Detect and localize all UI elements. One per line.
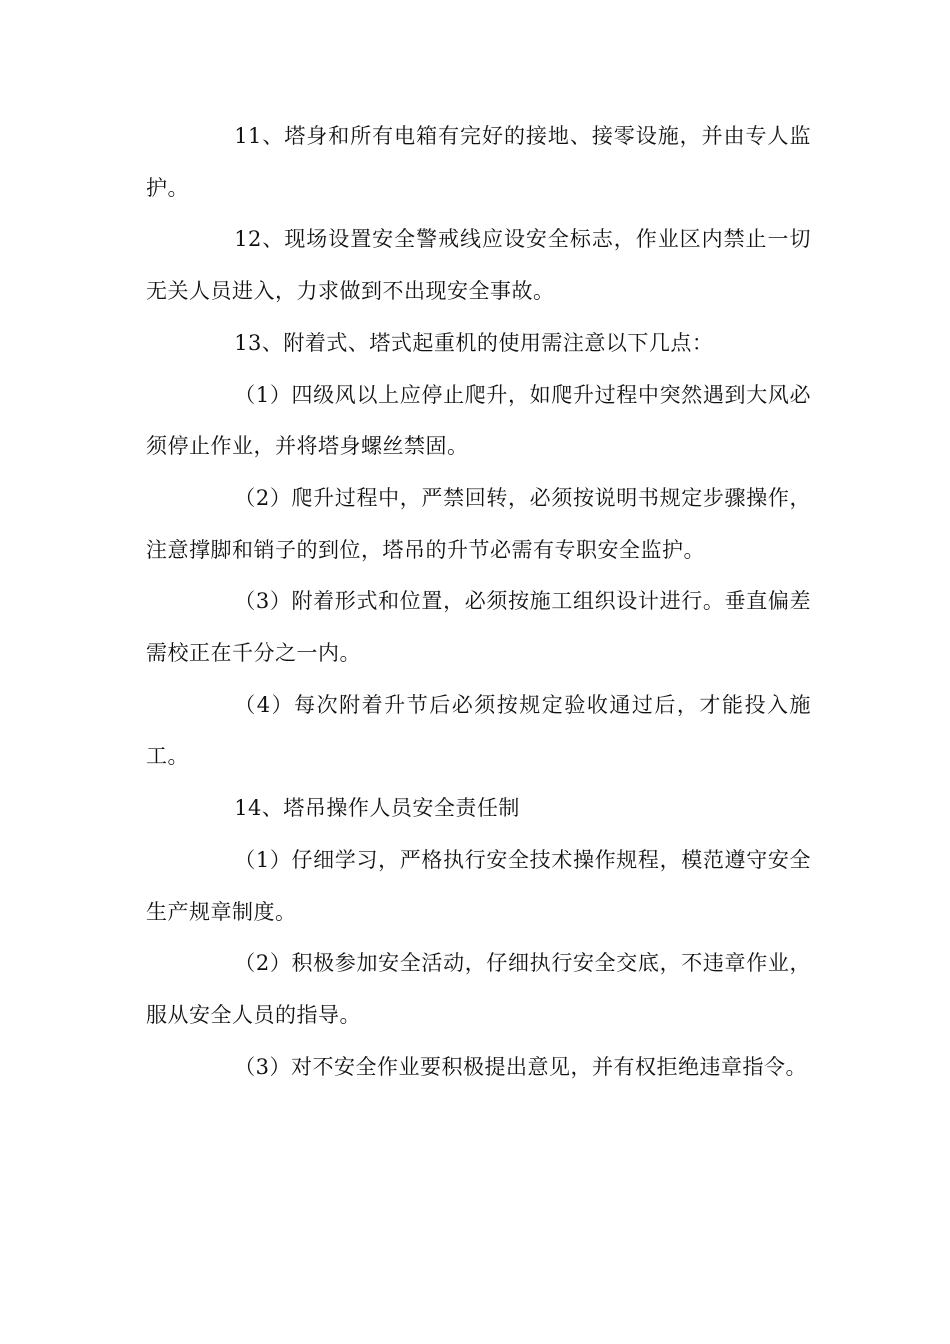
document-body	[146, 111, 811, 1093]
paragraph-13-sub-2: （2）爬升过程中，严禁回转，必须按说明书规定步骤操作，注意撑脚和销子的到位，塔吊的升节必需有专职安全监护。	[146, 485, 811, 562]
paragraph-item-11: 11、塔身和所有电箱有完好的接地、接零设施，并由专人监护。	[146, 124, 811, 200]
paragraph-13-sub-4: （4）每次附着升节后必须按规定验收通过后，才能投入施工。	[146, 692, 811, 769]
paragraph-item-12: 12、现场设置安全警戒线应设安全标志，作业区内禁止一切无关人员进入，力求做到不出现安全事故。	[146, 227, 811, 304]
paragraph-13-sub-3: （3）附着形式和位置，必须按施工组织设计进行。垂直偏差需校正在千分之一内。	[146, 589, 811, 666]
paragraph-14-sub-1: （1）仔细学习，严格执行安全技术操作规程，模范遵守安全生产规章制度。	[146, 847, 811, 924]
paragraph-14-sub-3: （3）对不安全作业要积极提出意见，并有权拒绝违章指令。	[234, 1054, 808, 1079]
paragraph-item-13: 13、附着式、塔式起重机的使用需注意以下几点：	[234, 330, 714, 355]
paragraph-item-14: 14、塔吊操作人员安全责任制	[234, 796, 520, 821]
paragraph-13-sub-1: （1）四级风以上应停止爬升，如爬升过程中突然遇到大风必须停止作业，并将塔身螺丝禁固。	[146, 382, 811, 459]
paragraph-14-sub-2: （2）积极参加安全活动，仔细执行安全交底，不违章作业，服从安全人员的指导。	[146, 951, 811, 1027]
